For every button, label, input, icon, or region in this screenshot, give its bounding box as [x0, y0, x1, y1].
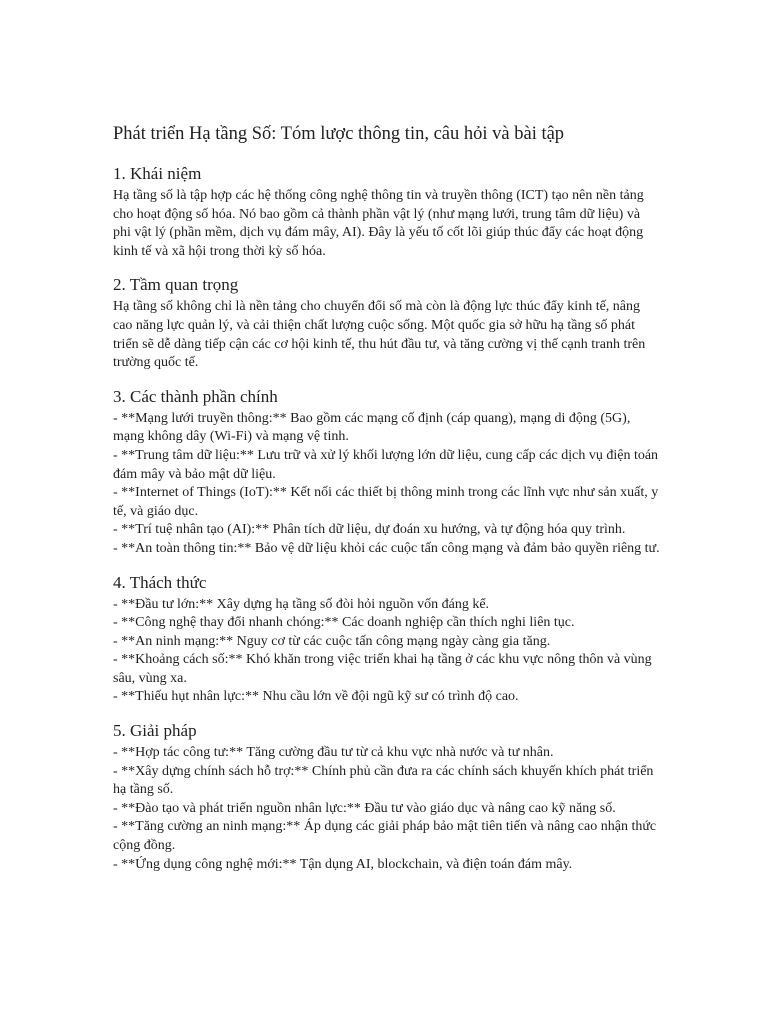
section-heading: 4. Thách thức [113, 572, 207, 592]
section-khai-niem [113, 163, 660, 261]
list-item: - **Internet of Things (IoT):** Kết nối các thiết bị thông minh trong các lĩnh vực như sản xuất, y tế, và giáo dục. [113, 485, 659, 519]
list-item: - **Tăng cường an ninh mạng:** Áp dụng các giải pháp bảo mật tiên tiến và nâng cao nhận thức cộng đồng. [113, 819, 657, 854]
list-item: - **Đầu tư lớn:** Xây dựng hạ tầng số đòi hỏi nguồn vốn đáng kể. [113, 596, 490, 612]
list-item: - **An ninh mạng:** Nguy cơ từ các cuộc tấn công mạng ngày càng gia tăng. [113, 633, 551, 649]
list-item: - **Công nghệ thay đổi nhanh chóng:** Các doanh nghiệp cần thích nghi liên tục. [113, 615, 575, 631]
list-item: - **Trung tâm dữ liệu:** Lưu trữ và xử lý khối lượng lớn dữ liệu, cung cấp các dịch vụ điện toán đám mây và bảo mật dữ liệu. [113, 447, 659, 482]
list-item: - **Trí tuệ nhân tạo (AI):** Phân tích dữ liệu, dự đoán xu hướng, và tự động hóa quy trình. [113, 522, 626, 538]
list-item: - **Xây dựng chính sách hỗ trợ:** Chính phủ cần đưa ra các chính sách khuyến khích phát triển hạ tầng số. [113, 763, 654, 798]
section-thanh-phan-chinh [113, 386, 660, 559]
section-heading: 5. Giải pháp [113, 721, 197, 741]
section-heading: 3. Các thành phần chính [113, 386, 278, 406]
list-item: - **Đào tạo và phát triển nguồn nhân lực:** Đầu tư vào giáo dục và nâng cao kỹ năng số. [113, 800, 616, 816]
section-giai-phap [113, 720, 660, 874]
document-title: Phát triển Hạ tầng Số: Tóm lược thông tin, câu hỏi và bài tập [113, 124, 565, 144]
list-item: - **Thiếu hụt nhân lực:** Nhu cầu lớn về đội ngũ kỹ sư có trình độ cao. [113, 689, 519, 705]
section-heading: 2. Tầm quan trọng [113, 275, 239, 295]
section-thach-thuc [113, 572, 660, 708]
section-heading: 1. Khái niệm [113, 164, 202, 183]
section-tam-quan-trong [113, 274, 660, 372]
section-paragraph: Hạ tầng số không chỉ là nền tảng cho chuyển đổi số mà còn là động lực thúc đẩy kinh tế, nâng cao năng lực quản lý, và cải thiện chất lượng cuộc sống. Một quốc gia sở hữu hạ tầng số phát triển sẽ dễ dàng tiếp cận các cơ hội kinh tế, thu hút đầu tư, và tăng cường vị thế cạnh tranh trên trường quốc tế. [113, 299, 646, 371]
list-item: - **Mạng lưới truyền thông:** Bao gồm các mạng cố định (cáp quang), mạng di động (5G), mạng không dây (Wi-Fi) và mạng vệ tinh. [113, 410, 631, 445]
list-item: - **An toàn thông tin:** Bảo vệ dữ liệu khỏi các cuộc tấn công mạng và đảm bảo quyền riêng tư. [113, 540, 660, 556]
list-item: - **Hợp tác công tư:** Tăng cường đầu tư từ cả khu vực nhà nước và tư nhân. [113, 745, 554, 761]
list-item: - **Khoảng cách số:** Khó khăn trong việc triển khai hạ tầng ở các khu vực nông thôn và vùng sâu, vùng xa. [113, 652, 652, 686]
section-paragraph: Hạ tầng số là tập hợp các hệ thống công nghệ thông tin và truyền thông (ICT) tạo nên nền tảng cho hoạt động số hóa. Nó bao gồm cả thành phần vật lý (như mạng lưới, trung tâm dữ liệu) và phi vật lý (phần mềm, dịch vụ đám mây, AI). Đây là yếu tố cốt lõi giúp thúc đẩy các hoạt động kinh tế và xã hội trong thời kỳ số hóa. [113, 188, 644, 259]
list-item: - **Ứng dụng công nghệ mới:** Tận dụng AI, blockchain, và điện toán đám mây. [113, 856, 573, 872]
